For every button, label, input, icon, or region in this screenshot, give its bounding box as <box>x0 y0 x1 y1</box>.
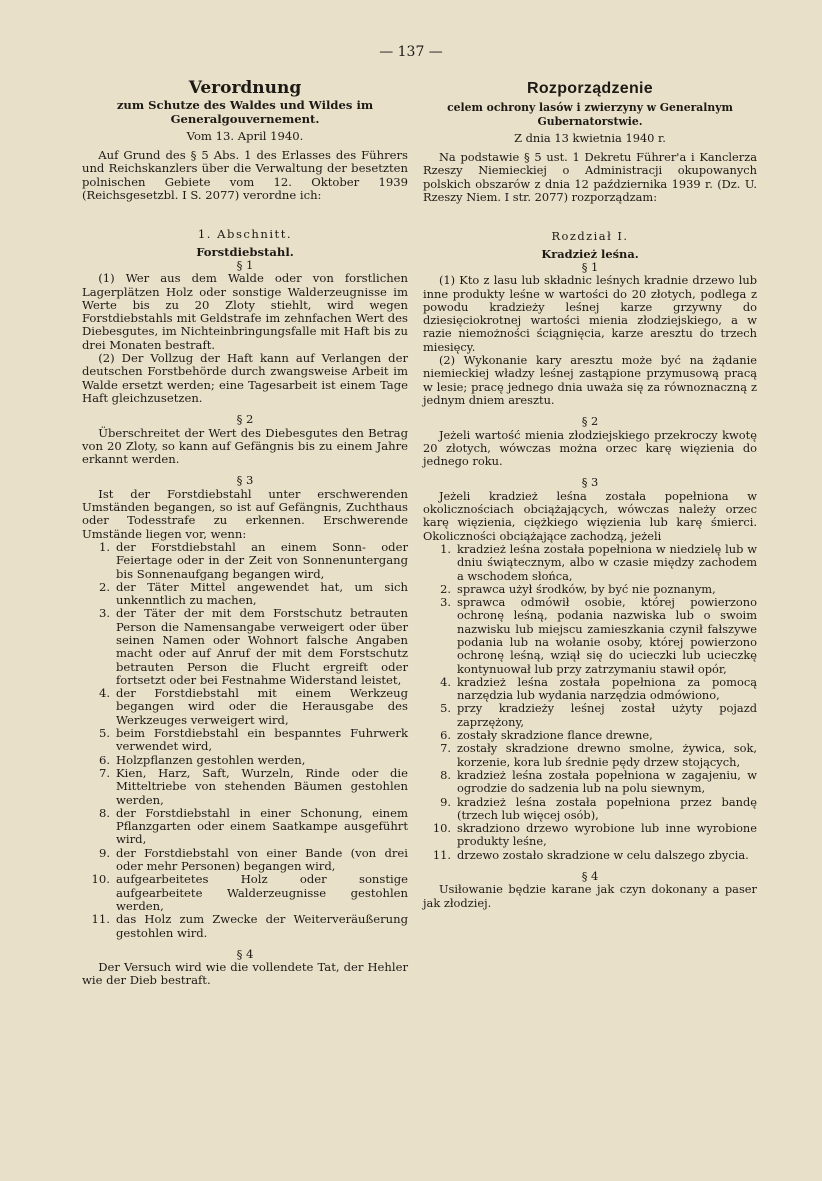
list-item-number: 3. <box>440 595 451 610</box>
list-item <box>423 822 757 849</box>
list-item-text: beim Forstdiebstahl ein bespanntes Fuhrwerk verwendet wird, <box>116 726 408 754</box>
list-item <box>82 687 408 727</box>
de-paragraph-4: Der Versuch wird wie die vollendete Tat, der Hehler wie der Dieb bestraft. <box>82 960 408 988</box>
list-item-text: Holzpflanzen gestohlen werden, <box>116 752 306 767</box>
list-item <box>423 742 757 769</box>
pl-section-title: Kradzież leśna. <box>541 246 639 261</box>
list-item <box>82 754 408 767</box>
list-item-number: 4. <box>440 674 451 689</box>
list-item-number: 2. <box>98 579 110 594</box>
list-item <box>82 913 408 940</box>
list-item-text: skradziono drzewo wyrobione lub inne wyrobione produkty leśne, <box>457 821 757 849</box>
list-item <box>82 727 408 754</box>
list-item-number: 4. <box>98 686 110 701</box>
list-item <box>82 807 408 847</box>
pl-paragraph-2: Jeżeli wartość mienia złodziejskiego przekroczy kwotę 20 złotych, wówczas można orzec karę więzienia do jednego roku. <box>423 427 757 469</box>
de-paragraph-1-label: § 1 <box>236 257 254 272</box>
de-paragraph-4-label: § 4 <box>236 946 254 961</box>
list-item-text: drzewo zostało skradzione w celu dalszego zbycia. <box>457 847 749 862</box>
list-item-number: 1. <box>98 539 110 554</box>
list-item <box>82 581 408 608</box>
list-item-number: 2. <box>440 581 451 596</box>
list-item-number: 9. <box>440 794 451 809</box>
de-subtitle: zum Schutze des Waldes und Wildes im Generalgouvernement. <box>116 98 374 126</box>
list-item-text: przy kradzieży leśnej został użyty pojazd zaprzężony, <box>457 701 757 729</box>
list-item-number: 8. <box>98 805 110 820</box>
list-item-text: zostały skradzione flance drewne, <box>457 728 653 743</box>
de-paragraph-3: Ist der Forstdiebstahl unter erschwerenden Umständen begangen, so ist auf Gefängnis, Zuchthaus oder Todesstrafe zu erkennen. Erschwerende Umstände liegen vor, wenn: <box>82 486 408 541</box>
list-item-text: kradzież leśna została popełniona w zagajeniu, w ogrodzie do sadzenia lub na polu siewnym, <box>457 767 757 796</box>
list-item-number: 10. <box>91 872 110 887</box>
list-item <box>82 847 408 874</box>
list-item <box>423 583 757 596</box>
de-section-title: Forstdiebstahl. <box>196 244 294 259</box>
list-item <box>423 729 757 742</box>
list-item <box>82 541 408 581</box>
list-item-text: aufgearbeitetes Holz oder sonstige aufgearbeitete Walderzeugnisse gestohlen werden, <box>116 872 408 913</box>
german-column <box>82 80 408 988</box>
list-item-text: sprawca użył środków, by być nie poznanym, <box>457 581 716 596</box>
list-item-text: kradzież leśna została popełniona za pomocą narzędzia lub wydania narzędzia odmówiono, <box>457 674 757 703</box>
list-item-text: der Forstdiebstahl in einer Schonung, einem Pflanzgarten oder einem Saatkampe ausgeführt wird, <box>116 805 408 847</box>
list-item-number: 6. <box>440 728 451 743</box>
de-title: Verordnung <box>188 78 302 98</box>
pl-section-heading: Rozdział I. <box>551 229 629 244</box>
list-item <box>82 873 408 913</box>
list-item-text: der Forstdiebstahl an einem Sonn- oder Feiertage oder in der Zeit von Sonnenuntergang bis Sonnenaufgang begangen wird, <box>116 539 408 581</box>
de-paragraph-2: Überschreitet der Wert des Diebesgutes den Betrag von 20 Zloty, so kann auf Gefängnis bis zu einem Jahre erkannt werden. <box>82 425 408 467</box>
pl-paragraph-1-a: (1) Kto z lasu lub składnic leśnych kradnie drzewo lub inne produkty leśne w wartości do 20 złotych, podlega z powodu kradzieży leśnej karze grzywny do dziesięciokrotnej wartości mienia złodziejskiego, a w razie niemożności ściągnięcia, karze aresztu do trzech miesięcy. <box>423 273 757 354</box>
list-item-text: der Forstdiebstahl von einer Bande (von drei oder mehr Personen) begangen wird, <box>116 845 408 874</box>
polish-column <box>423 80 757 910</box>
list-item-number: 7. <box>440 741 451 756</box>
pl-date: Z dnia 13 kwietnia 1940 r. <box>514 130 666 145</box>
list-item-number: 5. <box>440 701 451 716</box>
pl-intro: Na podstawie § 5 ust. 1 Dekretu Führer'a i Kanclerza Rzeszy Niemieckiej o Administracji okupowanych polskich obszarów z dnia 12 października 1939 r. (Dz. U. Rzeszy Niem. I str. 2077) rozporządzam: <box>423 150 757 205</box>
list-item-number: 1. <box>440 541 451 556</box>
pl-paragraph-2-label: § 2 <box>581 414 599 429</box>
de-paragraph-3-label: § 3 <box>236 473 254 488</box>
list-item <box>423 769 757 796</box>
list-item-text: der Forstdiebstahl mit einem Werkzeug begangen wird oder die Herausgabe des Werkzeuges verweigert wird, <box>116 686 408 727</box>
list-item-text: der Täter der mit dem Forstschutz betrauten Person die Namensangabe verweigert oder über seinen Namen oder Wohnort falsche Angaben macht oder auf Anruf der mit dem Forstschutz betrauten Person die Flucht ergreift oder fortsetzt oder bei Festnahme Widerstand leistet, <box>116 606 408 687</box>
de-circumstances-list <box>82 541 408 940</box>
list-item <box>423 796 757 823</box>
pl-paragraph-4: Usiłowanie będzie karane jak czyn dokonany a paser jak złodziej. <box>423 882 757 910</box>
list-item-number: 7. <box>98 765 110 780</box>
list-item-text: das Holz zum Zwecke der Weiterveräußerung gestohlen wird. <box>116 912 408 940</box>
list-item-text: kradzież leśna została popełniona przez bandę (trzech lub więcej osób), <box>457 794 757 822</box>
list-item <box>423 543 757 583</box>
pl-subtitle: celem ochrony lasów i zwierzyny w Generalnym Gubernatorstwie. <box>447 101 733 128</box>
list-item-number: 3. <box>98 606 110 621</box>
pl-paragraph-3: Jeżeli kradzież leśna została popełniona w okolicznościach obciążających, wówczas należy orzec karę więzienia, ciężkiego więzienia lub karę śmierci. Okoliczności obciążające zachodzą, jeżeli <box>423 488 757 543</box>
pl-paragraph-4-label: § 4 <box>581 869 599 884</box>
list-item <box>82 767 408 807</box>
list-item-number: 8. <box>440 767 451 782</box>
list-item <box>423 596 757 676</box>
de-paragraph-1-a: (1) Wer aus dem Walde oder von forstlichen Lagerplätzen Holz oder sonstige Walderzeugnisse im Werte bis zu 20 Zloty stiehlt, wird wegen Forstdiebstahls mit Geldstrafe im zehnfachen Wert des Diebesgutes, im Nichteinbringungsfalle mit Haft bis zu drei Monaten bestraft. <box>82 271 408 352</box>
list-item-number: 10. <box>432 821 451 836</box>
list-item <box>423 676 757 703</box>
de-section-heading: 1. Abschnitt. <box>197 227 293 242</box>
list-item-number: 11. <box>91 912 110 927</box>
list-item-number: 11. <box>432 847 451 862</box>
list-item-text: zostały skradzione drewno smolne, żywica, sok, korzenie, kora lub średnie pędy drzew stojących, <box>457 741 757 769</box>
list-item-text: Kien, Harz, Saft, Wurzeln, Rinde oder die Mitteltriebe von stehenden Bäumen gestohlen werden, <box>116 765 408 807</box>
pl-circumstances-list <box>423 543 757 862</box>
list-item-number: 9. <box>98 845 110 860</box>
de-intro: Auf Grund des § 5 Abs. 1 des Erlasses des Führers und Reichskanzlers über die Verwaltung der besetzten polnischen Gebiete vom 12. Oktober 1939 (Reichsgesetzbl. I S. 2077) verordne ich: <box>82 148 408 203</box>
list-item-number: 6. <box>98 752 110 767</box>
page-number: — 137 — <box>379 44 443 60</box>
pl-paragraph-1-b: (2) Wykonanie kary aresztu może być na żądanie niemieckiej władzy leśnej zastąpione przymusową pracą w lesie; pracę jednego dnia uważa się za równoznaczną z jednym dniem aresztu. <box>423 353 757 407</box>
pl-paragraph-3-label: § 3 <box>581 475 599 490</box>
pl-title: Rozporządzenie <box>527 80 653 97</box>
list-item <box>423 849 757 862</box>
pl-paragraph-1-label: § 1 <box>581 259 599 274</box>
de-paragraph-1-b: (2) Der Vollzug der Haft kann auf Verlangen der deutschen Forstbehörde durch zwangsweise Arbeit im Walde ersetzt werden; eine Tagesarbeit ist einem Tage Haft gleichzusetzen. <box>82 351 408 405</box>
de-date: Vom 13. April 1940. <box>186 128 304 143</box>
list-item <box>82 607 408 687</box>
list-item-number: 5. <box>98 726 110 741</box>
de-paragraph-2-label: § 2 <box>236 412 254 427</box>
list-item <box>423 702 757 729</box>
list-item-text: sprawca odmówił osobie, której powierzono ochronę leśną, podania nazwiska lub o swoim nazwisku lub miejscu zamieszkania czynił fałszywe podania lub na wołanie osoby, której powierzono ochronę leśną, wziął się do ucieczki lub ucieczkę kontynuował lub przy zatrzymaniu stawił opór, <box>457 595 757 676</box>
list-item-text: kradzież leśna została popełniona w niedzielę lub w dniu świątecznym, albo w czasie między zachodem a wschodem słońca, <box>457 541 757 583</box>
list-item-text: der Täter Mittel angewendet hat, um sich unkenntlich zu machen, <box>116 579 408 608</box>
